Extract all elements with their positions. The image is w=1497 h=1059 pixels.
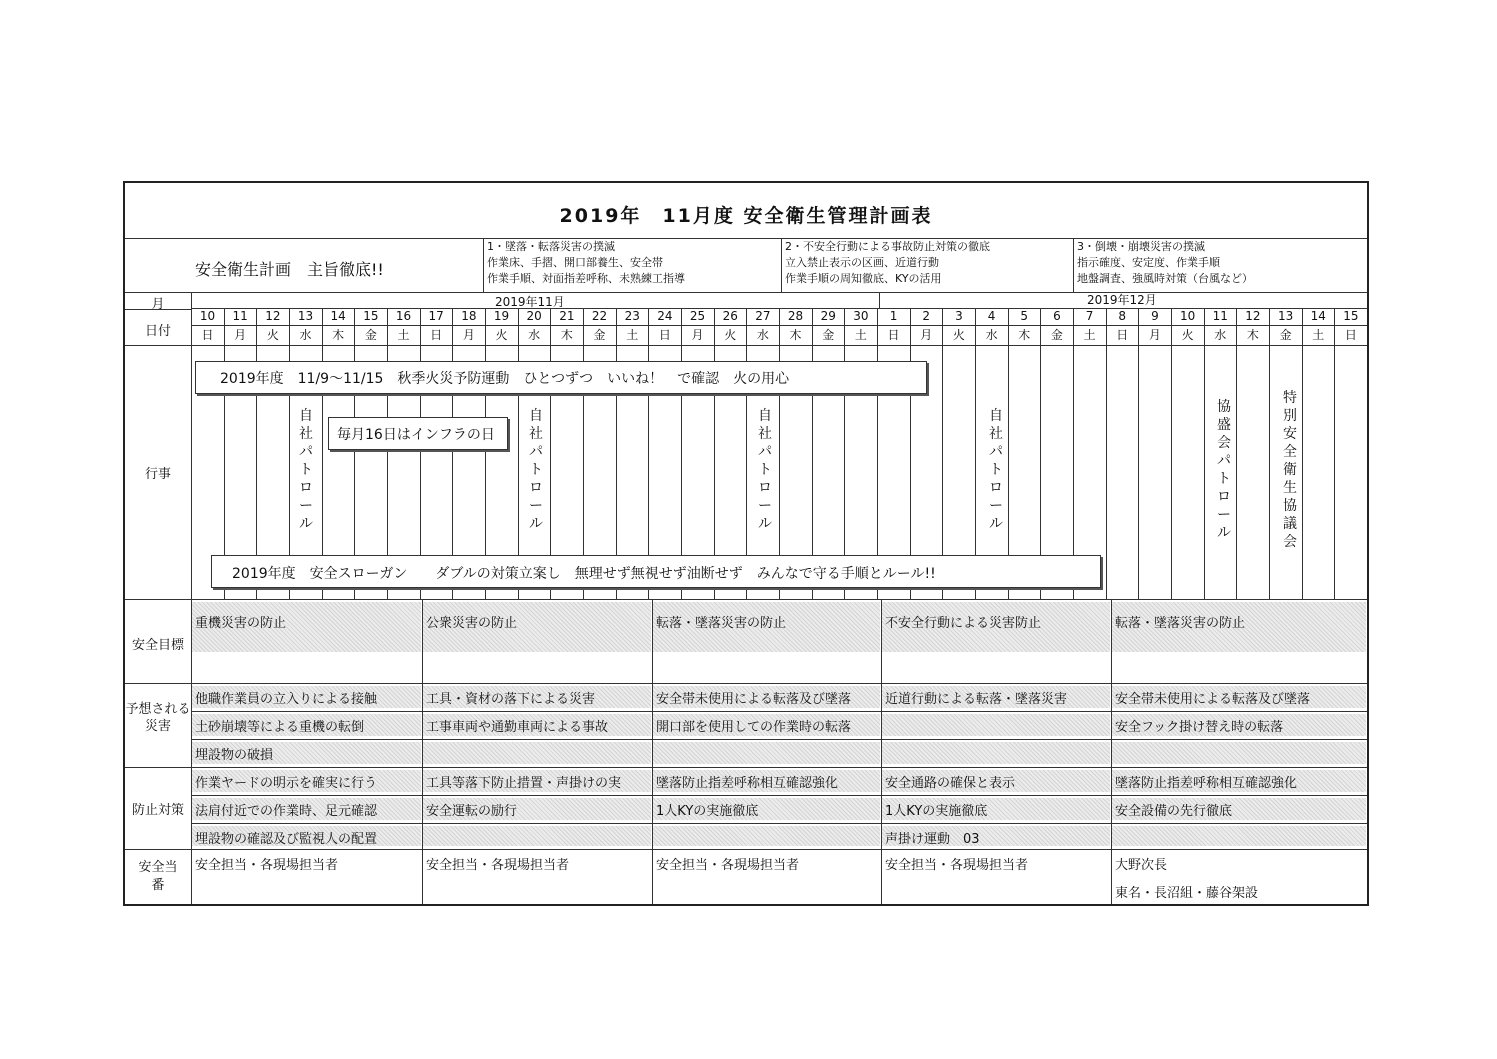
prevention-label: 防止対策 xyxy=(131,803,184,818)
day-number: 9 xyxy=(1151,309,1159,323)
prevention-item: 墜落防止指差呼称相互確認強化 xyxy=(1115,776,1298,791)
day-of-week: 月 xyxy=(462,328,475,342)
day-number: 11 xyxy=(232,309,248,323)
day-of-week: 日 xyxy=(887,328,900,342)
day-of-week: 火 xyxy=(724,328,737,342)
day-of-week: 土 xyxy=(1312,328,1325,342)
day-number: 14 xyxy=(1310,309,1326,323)
day-number: 1 xyxy=(889,309,898,323)
theme-1: 1・墜落・転落災害の撲滅 作業床、手摺、開口部養生、安全帯 作業手順、対面指差呼称、未熟練工指導 xyxy=(487,240,685,285)
day-of-week: 水 xyxy=(528,328,541,342)
cell-shading xyxy=(882,714,1110,736)
goal-label: 安全目標 xyxy=(131,638,184,653)
day-number: 7 xyxy=(1085,309,1094,323)
day-column-line xyxy=(1171,308,1172,599)
day-column-line xyxy=(1334,308,1335,599)
prevention-item: 墜落防止指差呼称相互確認強化 xyxy=(656,776,839,791)
day-number: 18 xyxy=(461,309,477,323)
page-title: 2019年 11月度 安全衛生管理計画表 xyxy=(559,205,933,227)
day-of-week: 水 xyxy=(1214,328,1227,342)
day-number: 11 xyxy=(1212,309,1228,323)
duty-person: 安全担当・各現場担当者 xyxy=(195,858,339,873)
cell-shading xyxy=(1112,826,1366,846)
infra-day-note: 毎月16日はインフラの日 xyxy=(328,417,508,450)
hazard-label: 予想される災害 xyxy=(125,702,191,734)
day-column-line xyxy=(1204,308,1205,599)
day-of-week: 月 xyxy=(234,328,247,342)
day-number: 17 xyxy=(428,309,444,323)
day-column-line xyxy=(1236,308,1237,599)
day-number: 10 xyxy=(199,309,216,323)
day-number: 22 xyxy=(591,309,608,323)
day-of-week: 木 xyxy=(789,328,802,342)
month-dec: 2019年12月 xyxy=(1087,293,1157,307)
patrol-dec4: 自社パトロール xyxy=(989,408,1003,532)
day-of-week: 火 xyxy=(266,328,279,342)
prevention-item: 声掛け運動 03 xyxy=(885,832,980,847)
day-number: 23 xyxy=(624,309,640,323)
day-number: 4 xyxy=(987,309,996,323)
day-of-week: 金 xyxy=(1279,328,1292,342)
prevention-item: 1人KYの実施徹底 xyxy=(885,804,988,819)
cell-shading xyxy=(423,742,651,764)
month-label: 月 xyxy=(151,297,165,312)
duty-person: 大野次長 xyxy=(1115,858,1168,873)
day-number: 12 xyxy=(1245,309,1261,323)
day-column-line xyxy=(1106,308,1107,599)
day-of-week: 木 xyxy=(332,328,345,342)
day-column-line xyxy=(1302,308,1303,599)
day-number: 12 xyxy=(265,309,281,323)
hazard-item: 開口部を使用しての作業時の転落 xyxy=(656,720,852,735)
prevention-item: 工具等落下防止措置・声掛けの実 xyxy=(426,776,622,791)
events-label: 行事 xyxy=(144,467,171,482)
duty-person: 安全担当・各現場担当者 xyxy=(426,858,570,873)
day-of-week: 水 xyxy=(299,328,312,342)
month-nov: 2019年11月 xyxy=(495,295,565,309)
safety-slogan-banner: 2019年度 安全スローガン ダブルの対策立案し 無理せず無視せず油断せず みんなで守る手順とルール!! xyxy=(211,555,1101,588)
day-of-week: 火 xyxy=(952,328,965,342)
day-of-week: 日 xyxy=(1116,328,1129,342)
day-column-line xyxy=(1138,308,1139,599)
day-number: 27 xyxy=(755,309,771,323)
day-of-week: 月 xyxy=(1148,328,1161,342)
day-number: 13 xyxy=(1277,309,1294,323)
safety-goal: 転落・墜落災害の防止 xyxy=(1115,616,1246,631)
patrol-nov27: 自社パトロール xyxy=(758,408,772,532)
day-number: 8 xyxy=(1118,309,1127,323)
theme-2: 2・不安全行動による事故防止対策の徹底 立入禁止表示の区画、近道行動 作業手順の周知徹底、KYの活用 xyxy=(785,240,990,285)
safety-goal: 公衆災害の防止 xyxy=(426,616,518,631)
hazard-item: 工具・資材の落下による災害 xyxy=(426,692,596,707)
prevention-item: 安全設備の先行徹底 xyxy=(1115,804,1233,819)
cell-shading xyxy=(882,742,1110,764)
motto: 安全衛生計画 主旨徹底!! xyxy=(195,260,384,279)
duty-person: 安全担当・各現場担当者 xyxy=(885,858,1029,873)
day-of-week: 木 xyxy=(560,328,573,342)
day-of-week: 火 xyxy=(495,328,508,342)
hazard-item: 安全フック掛け替え時の転落 xyxy=(1115,720,1284,735)
duty-person: 東名・長沼組・藤谷架設 xyxy=(1115,886,1259,901)
prevention-item: 埋設物の確認及び監視人の配置 xyxy=(195,832,378,847)
day-number: 2 xyxy=(922,309,931,323)
day-number: 15 xyxy=(1343,309,1359,323)
day-of-week: 土 xyxy=(626,328,639,342)
day-number: 15 xyxy=(363,309,379,323)
prevention-item: 1人KYの実施徹底 xyxy=(656,804,759,819)
date-label: 日付 xyxy=(144,324,171,339)
fire-prevention-banner: 2019年度 11/9〜11/15 秋季火災予防運動 ひとつずつ いいね！ で確認 火の用心 xyxy=(195,361,927,394)
prevention-item: 安全通路の確保と表示 xyxy=(885,776,1016,791)
day-column-line xyxy=(1269,308,1270,599)
cell-shading xyxy=(423,826,651,846)
day-of-week: 日 xyxy=(658,328,671,342)
prevention-item: 作業ヤードの明示を確実に行う xyxy=(195,776,378,791)
day-number: 14 xyxy=(330,309,346,323)
day-of-week: 日 xyxy=(201,328,214,342)
cell-shading xyxy=(653,742,880,764)
day-number: 29 xyxy=(820,309,836,323)
hazard-item: 他職作業員の立入りによる接触 xyxy=(195,692,378,707)
day-number: 16 xyxy=(395,309,412,323)
day-number: 28 xyxy=(787,309,804,323)
day-of-week: 月 xyxy=(691,328,704,342)
day-of-week: 木 xyxy=(1018,328,1031,342)
day-number: 21 xyxy=(559,309,575,323)
day-number: 20 xyxy=(526,309,542,323)
day-of-week: 月 xyxy=(920,328,933,342)
duty-label: 安全当番 xyxy=(138,860,178,893)
day-number: 6 xyxy=(1053,309,1061,323)
hazard-item: 安全帯未使用による転落及び墜落 xyxy=(656,692,852,707)
day-of-week: 水 xyxy=(756,328,769,342)
patrol-nov20: 自社パトロール xyxy=(529,408,543,532)
hazard-item: 安全帯未使用による転落及び墜落 xyxy=(1115,692,1311,707)
day-of-week: 火 xyxy=(1181,328,1194,342)
day-of-week: 日 xyxy=(430,328,443,342)
special-council-dec13: 特別安全衛生協議会 xyxy=(1283,390,1297,550)
day-number: 30 xyxy=(853,309,869,323)
day-of-week: 土 xyxy=(1083,328,1096,342)
theme-3: 3・倒壊・崩壊災害の撲滅 指示確度、安定度、作業手順 地盤調査、強風時対策（台風など） xyxy=(1077,240,1253,285)
day-number: 3 xyxy=(955,309,963,323)
day-of-week: 土 xyxy=(854,328,867,342)
safety-plan-sheet xyxy=(123,181,1369,906)
cell-shading xyxy=(653,826,880,846)
day-number: 5 xyxy=(1020,309,1029,323)
prevention-item: 法肩付近での作業時、足元確認 xyxy=(195,804,378,819)
hazard-item: 埋設物の破損 xyxy=(195,748,274,763)
prevention-item: 安全運転の励行 xyxy=(426,804,518,819)
hazard-item: 土砂崩壊等による重機の転倒 xyxy=(195,720,365,735)
day-number: 13 xyxy=(297,309,314,323)
day-number: 26 xyxy=(722,309,738,323)
day-of-week: 水 xyxy=(985,328,998,342)
day-number: 10 xyxy=(1179,309,1196,323)
hazard-item: 近道行動による転落・墜落災害 xyxy=(885,692,1068,707)
duty-person: 安全担当・各現場担当者 xyxy=(656,858,800,873)
day-of-week: 金 xyxy=(593,328,606,342)
day-of-week: 金 xyxy=(822,328,835,342)
day-number: 19 xyxy=(493,309,510,323)
day-of-week: 土 xyxy=(397,328,410,342)
hazard-item: 工事車両や通勤車両による事故 xyxy=(426,720,609,735)
safety-goal: 重機災害の防止 xyxy=(195,616,287,631)
day-of-week: 木 xyxy=(1246,328,1259,342)
safety-goal: 不安全行動による災害防止 xyxy=(885,616,1042,631)
day-of-week: 金 xyxy=(364,328,377,342)
cell-shading xyxy=(1112,742,1366,764)
kyosei-patrol-dec11: 協盛会パトロール xyxy=(1217,399,1231,541)
patrol-nov13: 自社パトロール xyxy=(299,408,313,532)
day-of-week: 金 xyxy=(1050,328,1063,342)
day-number: 25 xyxy=(689,309,706,323)
day-number: 24 xyxy=(657,309,673,323)
day-of-week: 日 xyxy=(1344,328,1357,342)
safety-goal: 転落・墜落災害の防止 xyxy=(656,616,787,631)
